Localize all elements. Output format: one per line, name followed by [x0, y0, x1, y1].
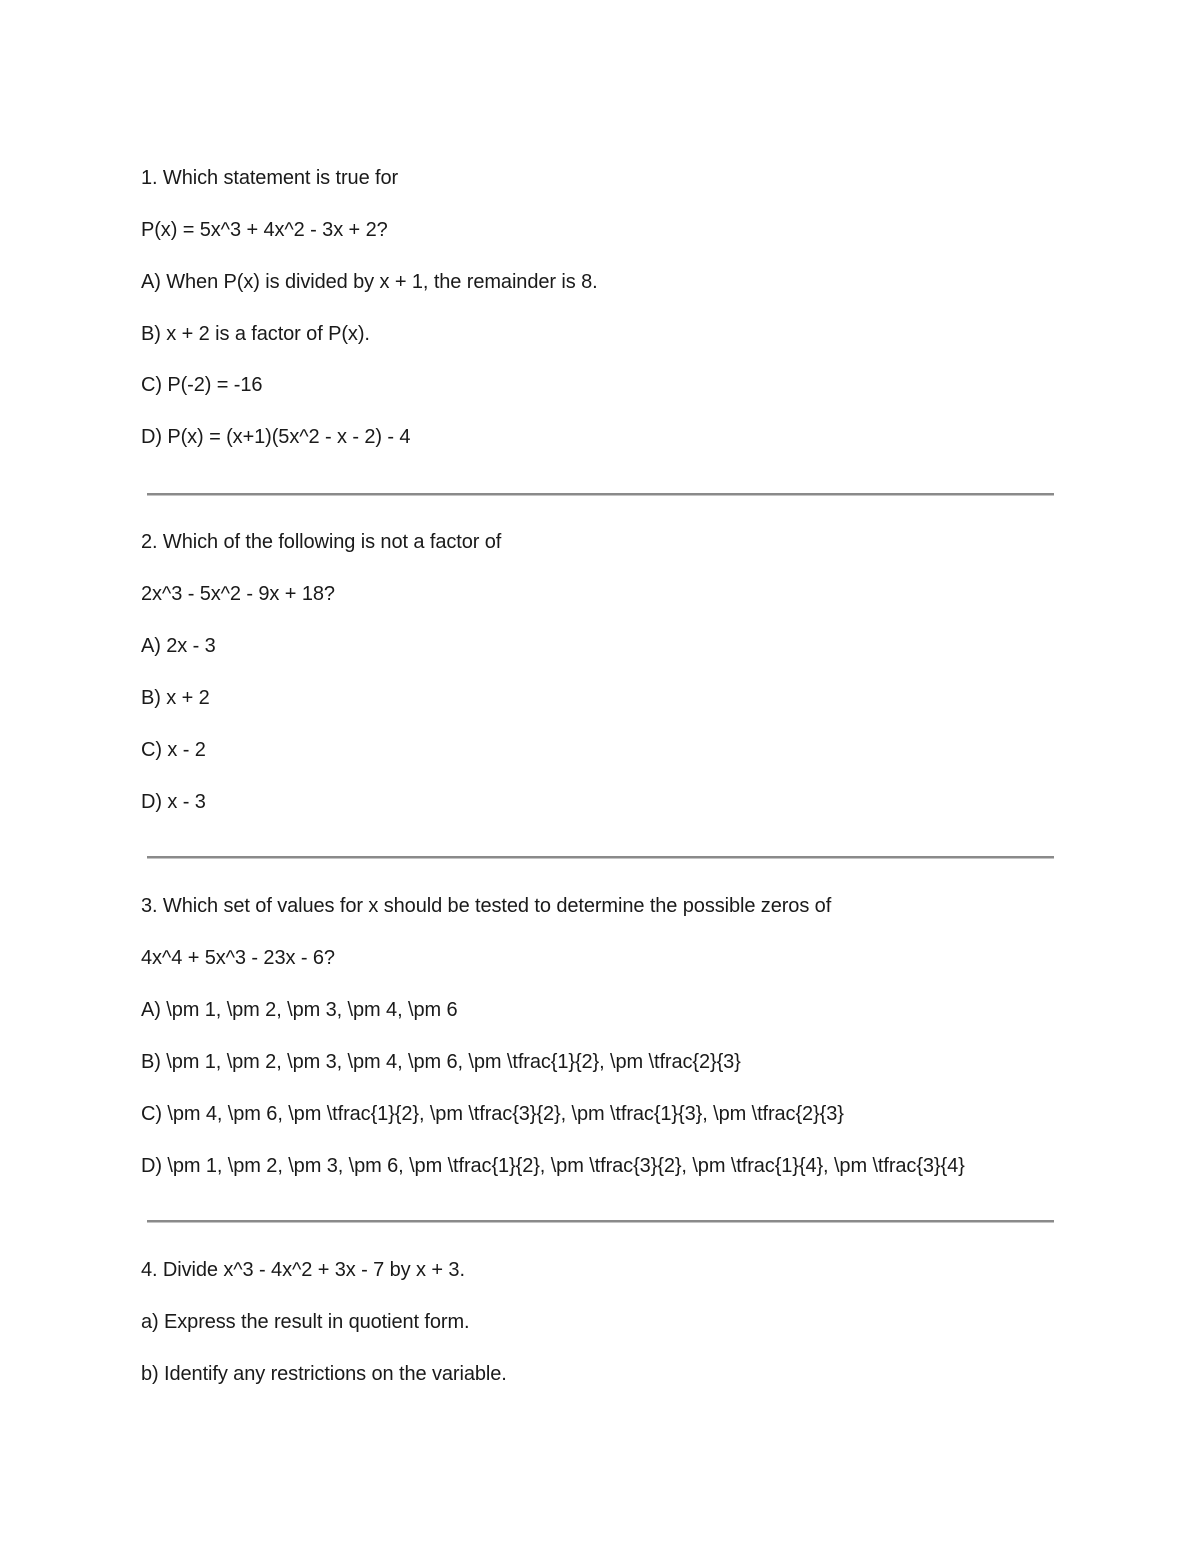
- question-1-option-b: B) x + 2 is a factor of P(x).: [141, 323, 370, 345]
- question-4-prompt: 4. Divide x^3 - 4x^2 + 3x - 7 by x + 3.: [141, 1259, 465, 1281]
- question-3-option-a: A) \pm 1, \pm 2, \pm 3, \pm 4, \pm 6: [141, 999, 458, 1021]
- question-2-option-c: C) x - 2: [141, 739, 206, 761]
- divider-3: [147, 1220, 1054, 1223]
- question-2-option-a: A) 2x - 3: [141, 635, 216, 657]
- question-4-part-a: a) Express the result in quotient form.: [141, 1311, 470, 1333]
- question-2-option-b: B) x + 2: [141, 687, 210, 709]
- question-1-expression: P(x) = 5x^3 + 4x^2 - 3x + 2?: [141, 219, 388, 241]
- divider-2: [147, 856, 1054, 859]
- question-1-option-a: A) When P(x) is divided by x + 1, the remainder is 8.: [141, 271, 598, 293]
- question-1-option-d: D) P(x) = (x+1)(5x^2 - x - 2) - 4: [141, 426, 411, 448]
- question-3-option-b: B) \pm 1, \pm 2, \pm 3, \pm 4, \pm 6, \pm \tfrac{1}{2}, \pm \tfrac{2}{3}: [141, 1051, 741, 1073]
- question-3-prompt: 3. Which set of values for x should be tested to determine the possible zeros of: [141, 895, 832, 917]
- question-1-option-c: C) P(-2) = -16: [141, 374, 263, 396]
- question-2-expression: 2x^3 - 5x^2 - 9x + 18?: [141, 583, 335, 605]
- divider-1: [147, 493, 1054, 496]
- question-1-prompt: 1. Which statement is true for: [141, 167, 399, 189]
- question-2-prompt: 2. Which of the following is not a factor of: [141, 531, 502, 553]
- question-4-part-b: b) Identify any restrictions on the variable.: [141, 1363, 507, 1385]
- question-2-option-d: D) x - 3: [141, 791, 206, 813]
- question-3-option-c: C) \pm 4, \pm 6, \pm \tfrac{1}{2}, \pm \tfrac{3}{2}, \pm \tfrac{1}{3}, \pm \tfrac{2}{3}: [141, 1103, 844, 1125]
- question-3-expression: 4x^4 + 5x^3 - 23x - 6?: [141, 947, 335, 969]
- question-3-option-d: D) \pm 1, \pm 2, \pm 3, \pm 6, \pm \tfrac{1}{2}, \pm \tfrac{3}{2}, \pm \tfrac{1}{4}, \pm \tfrac{3}{4}: [141, 1155, 965, 1177]
